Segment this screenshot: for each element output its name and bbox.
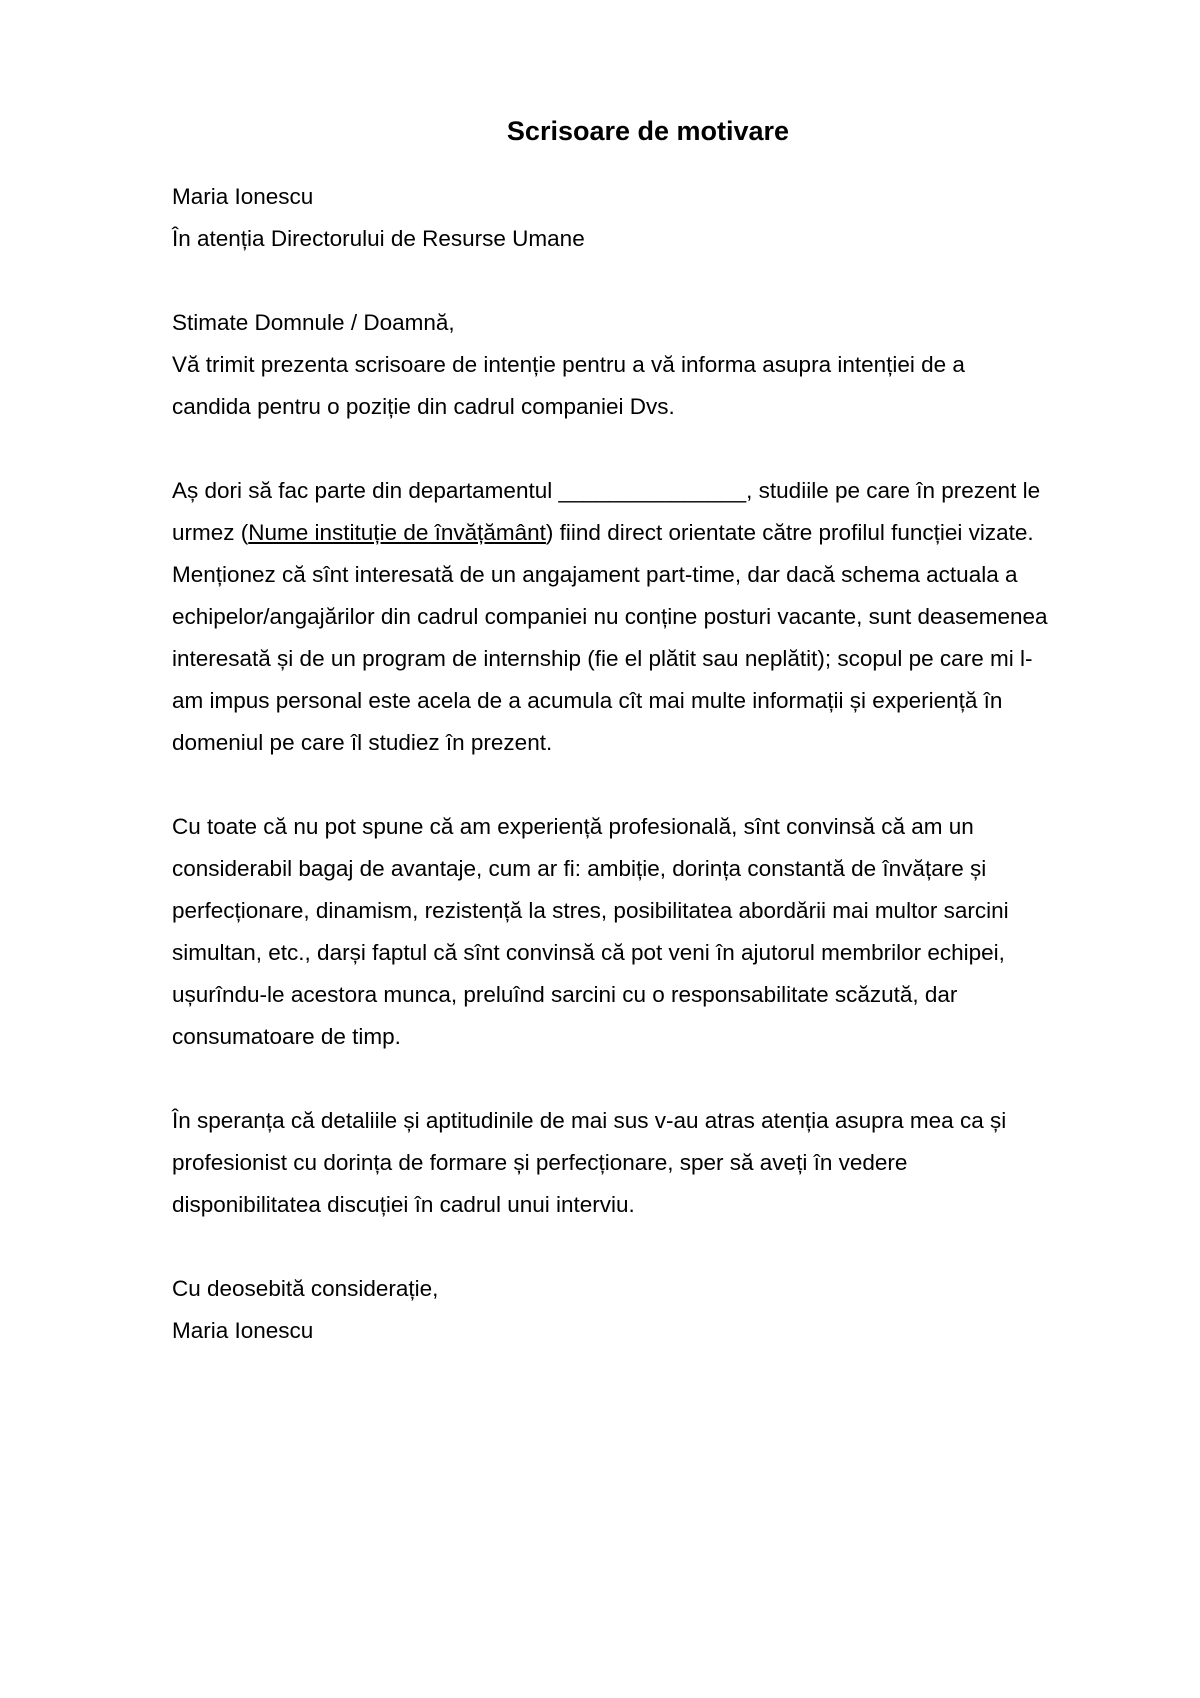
paragraph-line: perfecționare, dinamism, rezistență la stres, posibilitatea abordării mai multor sarcini xyxy=(172,898,1009,923)
paragraph-line: simultan, etc., darși faptul că sînt convinsă că pot veni în ajutorul membrilor echipei, xyxy=(172,940,1005,965)
signature-name: Maria Ionescu xyxy=(172,1318,314,1343)
paragraph-line: profesionist cu dorința de formare și perfecționare, sper să aveți în vedere xyxy=(172,1150,908,1175)
paragraph-line: domeniul pe care îl studiez în prezent. xyxy=(172,730,553,755)
paragraph-line: ușurîndu-le acestora munca, preluînd sarcini cu o responsabilitate scăzută, dar xyxy=(172,982,958,1007)
department-paragraph xyxy=(172,470,1132,764)
recipient-line: În atenția Directorului de Resurse Umane xyxy=(172,226,585,251)
text-segment: ) fiind direct orientate către profilul funcției vizate. xyxy=(545,520,1034,545)
closing-phrase: Cu deosebită considerație, xyxy=(172,1276,439,1301)
paragraph-line: consumatoare de timp. xyxy=(172,1024,401,1049)
sender-name: Maria Ionescu xyxy=(172,184,314,209)
letter-header xyxy=(172,176,1132,260)
paragraph-line: considerabil bagaj de avantaje, cum ar fi: ambiție, dorința constantă de învățare și xyxy=(172,856,987,881)
paragraph-line: candida pentru o poziție din cadrul companiei Dvs. xyxy=(172,394,675,419)
blank-line xyxy=(172,1226,1132,1268)
intro-paragraph xyxy=(172,344,1132,428)
text-segment: urmez ( xyxy=(172,520,249,545)
paragraph-line: disponibilitatea discuției în cadrul unui interviu. xyxy=(172,1192,635,1217)
paragraph-line: echipelor/angajărilor din cadrul companiei nu conține posturi vacante, sunt deasemenea xyxy=(172,604,1048,629)
paragraph-line: Cu toate că nu pot spune că am experiență profesională, sînt convinsă că am un xyxy=(172,814,974,839)
paragraph-line: În speranța că detaliile și aptitudinile de mai sus v-au atras atenția asupra mea ca și xyxy=(172,1108,1007,1133)
institution-placeholder: Nume instituție de învățământ xyxy=(248,520,546,545)
salutation: Stimate Domnule / Doamnă, xyxy=(172,310,455,335)
document-title: Scrisoare de motivare xyxy=(506,116,790,146)
closing-paragraph xyxy=(172,1100,1132,1226)
advantages-paragraph xyxy=(172,806,1132,1058)
blank-line xyxy=(172,1058,1132,1100)
paragraph-line: Menționez că sînt interesată de un angajament part-time, dar dacă schema actuala a xyxy=(172,562,1018,587)
paragraph-line: Vă trimit prezenta scrisoare de intenție pentru a vă informa asupra intenției de a xyxy=(172,352,965,377)
paragraph-line: interesată și de un program de internship (fie el plătit sau neplătit); scopul pe care mi l- xyxy=(172,646,1033,671)
blank-line xyxy=(172,260,1132,302)
letter-signoff xyxy=(172,1268,1132,1352)
blank-line xyxy=(172,764,1132,806)
letter-body xyxy=(172,176,1132,1352)
paragraph-line: Aș dori să fac parte din departamentul _______________, studiile pe care în prezent le xyxy=(172,478,1041,503)
paragraph-line xyxy=(172,512,1132,554)
paragraph-line: am impus personal este acela de a acumula cît mai multe informații și experiență în xyxy=(172,688,1003,713)
blank-line xyxy=(172,428,1132,470)
